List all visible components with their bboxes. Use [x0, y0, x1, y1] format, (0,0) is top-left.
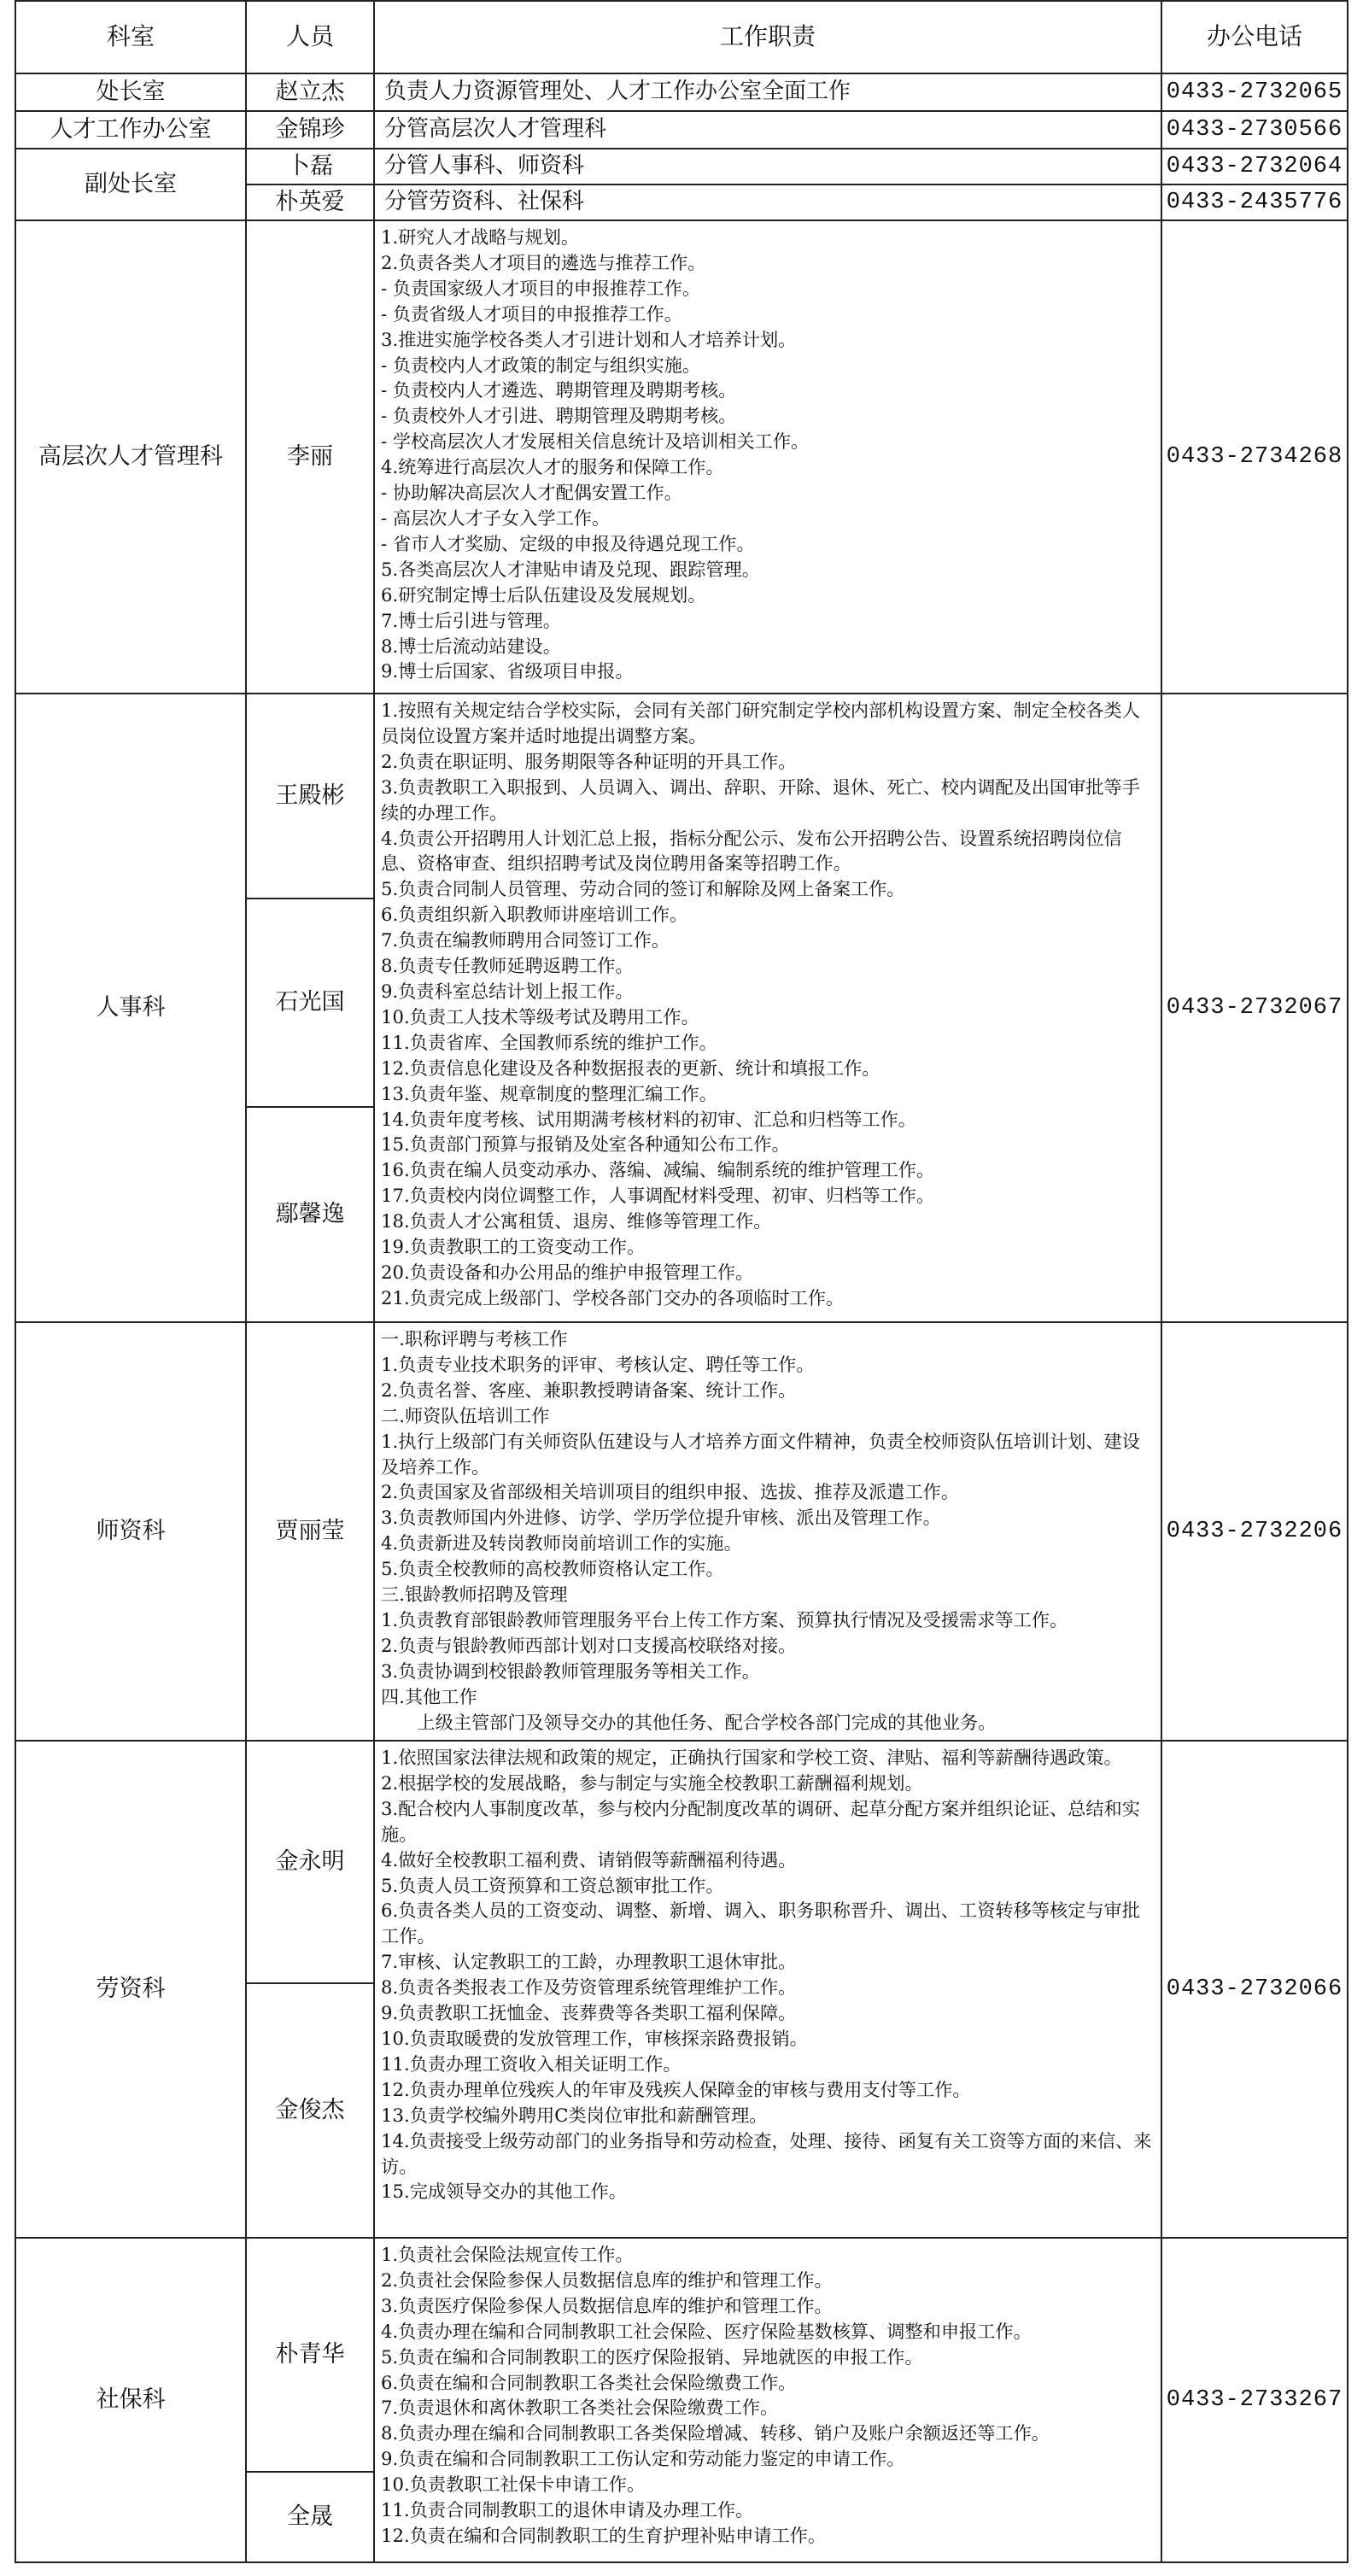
duty-line: - 学校高层次人才发展相关信息统计及培训相关工作。 — [381, 430, 810, 453]
grid-line — [15, 1740, 1348, 1742]
grid-line — [15, 1321, 1348, 1323]
duty-line: 3.负责教职工入职报到、人员调入、调出、辞职、开除、退休、死亡、校内调配及出国审批等手续的办理工作。 — [381, 776, 1140, 823]
grid-line — [1347, 0, 1348, 2562]
duty-line: 1.负责社会保险法规宣传工作。 — [381, 2244, 634, 2265]
duty-line: 2.负责名誉、客座、兼职教授聘请备案、统计工作。 — [381, 1379, 797, 1401]
duty-line: 13.负责学校编外聘用C类岗位审批和薪酬管理。 — [381, 2104, 768, 2126]
grid-line — [15, 148, 1348, 149]
duty-line: 2.负责与银龄教师西部计划对口支援高校联络对接。 — [381, 1634, 797, 1656]
phone-cell: 0433-2733267 — [1166, 2386, 1343, 2413]
person-cell: 金俊杰 — [275, 2096, 345, 2123]
duty-line: - 协助解决高层次人才配偶安置工作。 — [381, 482, 682, 504]
duty-cell: 分管高层次人才管理科 — [384, 116, 607, 143]
duty-line: 二.师资队伍培训工作 — [381, 1404, 550, 1426]
dept-cell: 劳资科 — [96, 1975, 166, 2002]
duty-line: 10.负责教职工社保卡申请工作。 — [381, 2474, 646, 2496]
dept-cell: 师资科 — [96, 1517, 166, 1544]
grid-line — [15, 110, 1348, 112]
grid-line — [245, 1982, 375, 1984]
phone-cell: 0433-2730566 — [1166, 116, 1343, 143]
grid-line — [245, 0, 247, 2562]
person-cell: 金锦珍 — [275, 115, 345, 143]
duty-line: 18.负责人才公寓租赁、退房、维修等管理工作。 — [381, 1210, 772, 1232]
person-cell: 朴青华 — [275, 2340, 345, 2368]
grid-line — [245, 184, 1348, 185]
phone-cell: 0433-2732067 — [1166, 994, 1343, 1021]
duty-line: - 负责省级人才项目的申报推荐工作。 — [381, 302, 682, 325]
duty-line: 5.负责合同制人员管理、劳动合同的签订和解除及网上备案工作。 — [381, 878, 905, 900]
duty-line: 1.负责教育部银龄教师管理服务平台上传工作方案、预算执行情况及受援需求等工作。 — [381, 1608, 1068, 1630]
phone-cell: 0433-2732066 — [1166, 1976, 1343, 2002]
duty-line: 三.银龄教师招聘及管理 — [381, 1584, 568, 1606]
duty-line: 10.负责取暖费的发放管理工作，审核探亲路费报销。 — [381, 2027, 808, 2049]
grid-line — [245, 898, 375, 899]
duty-line: 1.执行上级部门有关师资队伍建设与人才培养方面文件精神，负责全校师资队伍培训计划、建设及培养工作。 — [381, 1430, 1140, 1478]
duty-line: 4.统筹进行高层次人才的服务和保障工作。 — [381, 456, 724, 478]
duty-line: 1.依照国家法律法规和政策的规定，正确执行国家和学校工资、津贴、福利等薪酬待遇政策。 — [381, 1747, 1122, 1768]
duty-line: 4.做好全校教职工福利费、请销假等薪酬福利待遇。 — [381, 1848, 797, 1871]
person-cell: 朴英爱 — [275, 188, 345, 215]
duty-line: 11.负责合同制教职工的退休申请及办理工作。 — [381, 2499, 754, 2521]
duty-list — [374, 1745, 1161, 2204]
duty-line: 6.负责在编和合同制教职工各类社会保险缴费工作。 — [381, 2371, 797, 2393]
grid-line — [373, 0, 375, 2562]
header-dept: 科室 — [106, 22, 155, 51]
duty-line: 9.负责教职工抚恤金、丧葬费等各类职工福利保障。 — [381, 2002, 797, 2024]
duty-line: 14.负责年度考核、试用期满考核材料的初审、汇总和归档等工作。 — [381, 1108, 916, 1130]
duty-line: 3.负责协调到校银龄教师管理服务等相关工作。 — [381, 1660, 760, 1682]
duty-line: 2.负责在职证明、服务期限等各种证明的开具工作。 — [381, 750, 797, 772]
phone-cell: 0433-2734268 — [1166, 443, 1343, 470]
grid-line — [15, 693, 1348, 694]
duty-line: 7.负责退休和离休教职工各类社会保险缴费工作。 — [381, 2397, 779, 2419]
header-person: 人员 — [285, 22, 334, 51]
duty-line: 8.博士后流动站建设。 — [381, 635, 561, 657]
duty-line: 15.负责部门预算与报销及处室各种通知公布工作。 — [381, 1133, 790, 1156]
duty-line: 12.负责在编和合同制教职工的生育护理补贴申请工作。 — [381, 2524, 827, 2546]
duty-line: 2.负责各类人才项目的遴选与推荐工作。 — [381, 251, 706, 273]
duty-line: 5.各类高层次人才津贴申请及兑现、跟踪管理。 — [381, 558, 760, 580]
duty-line: 12.负责办理单位残疾人的年审及残疾人保障金的审核与费用支付等工作。 — [381, 2078, 971, 2100]
duty-line: 7.审核、认定教职工的工龄，办理教职工退休审批。 — [381, 1951, 797, 1973]
duty-line: 8.负责办理在编和合同制教职工各类保险增减、转移、销户及账户余额返还等工作。 — [381, 2422, 1050, 2444]
duty-list — [374, 225, 1161, 684]
person-cell: 金永明 — [275, 1847, 345, 1875]
duty-line: 四.其他工作 — [381, 1685, 477, 1707]
dept-cell: 人事科 — [96, 993, 166, 1021]
duty-line: 14.负责接受上级劳动部门的业务指导和劳动检查，处理、接待、函复有关工资等方面的来信、来访。 — [381, 2129, 1152, 2177]
duty-line: 1.研究人才战略与规划。 — [381, 226, 580, 248]
grid-line — [15, 73, 1348, 74]
duty-line: 6.负责各类人员的工资变动、调整、新增、调入、职务职称晋升、调出、工资转移等核定与审批工作。 — [381, 1900, 1140, 1947]
person-cell: 卜磊 — [287, 152, 333, 179]
duty-line: 11.负责办理工资收入相关证明工作。 — [381, 2052, 682, 2075]
duty-line: 一.职称评聘与考核工作 — [381, 1328, 568, 1349]
duty-line: 3.推进实施学校各类人才引进计划和人才培养计划。 — [381, 328, 797, 350]
duty-line: 8.负责专任教师延聘返聘工作。 — [381, 955, 634, 977]
duty-list — [374, 698, 1161, 1311]
duty-line: 1.按照有关规定结合学校实际，会同有关部门研究制定学校内部机构设置方案、制定全校各类人员岗位设置方案并适时地提出调整方案。 — [381, 700, 1140, 746]
phone-cell: 0433-2732065 — [1166, 79, 1343, 105]
duty-list — [374, 2242, 1161, 2549]
duty-line: 9.博士后国家、省级项目申报。 — [381, 660, 634, 682]
duty-line: - 负责校内人才政策的制定与组织实施。 — [381, 354, 701, 376]
grid-line — [15, 220, 1348, 221]
duty-line: 10.负责工人技术等级考试及聘用工作。 — [381, 1005, 699, 1027]
grid-line — [245, 2471, 375, 2473]
duty-line: 4.负责公开招聘用人计划汇总上报，指标分配公示、发布公开招聘公告、设置系统招聘岗位信息、资格审查、组织招聘考试及岗位聘用备案等招聘工作。 — [381, 827, 1122, 875]
header-duty: 工作职责 — [719, 22, 816, 51]
person-cell: 王殿彬 — [275, 782, 345, 809]
duty-cell: 分管人事科、师资科 — [384, 153, 585, 179]
duty-cell: 负责人力资源管理处、人才工作办公室全面工作 — [384, 79, 851, 105]
person-cell: 全晟 — [287, 2503, 333, 2530]
duty-line: 3.负责医疗保险参保人员数据信息库的维护和管理工作。 — [381, 2294, 833, 2316]
duty-line: 上级主管部门及领导交办的其他任务、配合学校各部门完成的其他业务。 — [381, 1711, 997, 1733]
grid-line — [15, 0, 1348, 2]
duty-line: 2.根据学校的发展战略，参与制定与实施全校教职工薪酬福利规划。 — [381, 1771, 923, 1794]
person-cell: 石光国 — [275, 988, 345, 1016]
duty-line: 19.负责教职工的工资变动工作。 — [381, 1236, 646, 1258]
dept-cell: 人才工作办公室 — [50, 115, 212, 143]
duty-line: 6.研究制定博士后队伍建设及发展规划。 — [381, 583, 706, 606]
duty-line: - 高层次人才子女入学工作。 — [381, 506, 611, 529]
person-cell: 赵立杰 — [275, 78, 345, 105]
grid-line — [15, 2561, 1348, 2563]
duty-line: 9.负责在编和合同制教职工工伤认定和劳动能力鉴定的申请工作。 — [381, 2448, 905, 2470]
person-cell: 李丽 — [287, 442, 333, 470]
duty-line: 7.负责在编教师聘用合同签订工作。 — [381, 929, 670, 951]
duty-line: 9.负责科室总结计划上报工作。 — [381, 980, 634, 1002]
duty-line: 5.负责在编和合同制教职工的医疗保险报销、异地就医的申报工作。 — [381, 2345, 923, 2368]
person-cell: 贾丽莹 — [275, 1517, 345, 1544]
duty-line: 1.负责专业技术职务的评审、考核认定、聘任等工作。 — [381, 1353, 815, 1375]
dept-cell: 社保科 — [96, 2386, 166, 2413]
duty-line: - 负责校内人才遴选、聘期管理及聘期考核。 — [381, 379, 737, 401]
duty-line: 6.负责组织新入职教师讲座培训工作。 — [381, 904, 688, 926]
duty-line: 21.负责完成上级部门、学校各部门交办的各项临时工作。 — [381, 1286, 845, 1308]
duty-line: 4.负责新进及转岗教师岗前培训工作的实施。 — [381, 1532, 742, 1554]
duty-line: - 负责校外人才引进、聘期管理及聘期考核。 — [381, 405, 737, 427]
duty-line: 3.负责教师国内外进修、访学、学历学位提升审核、派出及管理工作。 — [381, 1507, 941, 1529]
duty-line: 17.负责校内岗位调整工作，人事调配材料受理、初审、归档等工作。 — [381, 1185, 935, 1207]
phone-cell: 0433-2732064 — [1166, 153, 1343, 179]
duty-line: 16.负责在编人员变动承办、落编、减编、编制系统的维护管理工作。 — [381, 1159, 935, 1181]
grid-line — [15, 0, 16, 2562]
duty-line: 11.负责省库、全国教师系统的维护工作。 — [381, 1031, 717, 1053]
duty-list — [374, 1326, 1161, 1736]
duty-line: 2.负责社会保险参保人员数据信息库的维护和管理工作。 — [381, 2269, 833, 2291]
duty-line: 2.负责国家及省部级相关培训项目的组织申报、选拔、推荐及派遣工作。 — [381, 1481, 960, 1503]
duty-line: 4.负责办理在编和合同制教职工社会保险、医疗保险基数核算、调整和申报工作。 — [381, 2320, 1032, 2342]
duty-line: 7.博士后引进与管理。 — [381, 609, 561, 631]
duty-line: 13.负责年鉴、规章制度的整理汇编工作。 — [381, 1082, 717, 1104]
phone-cell: 0433-2732206 — [1166, 1518, 1343, 1544]
duty-cell: 分管劳资科、社保科 — [384, 189, 585, 215]
phone-cell: 0433-2435776 — [1166, 189, 1343, 215]
dept-cell: 处长室 — [96, 78, 166, 105]
dept-cell: 副处长室 — [85, 170, 177, 197]
grid-line — [15, 2237, 1348, 2239]
duty-line: 5.负责全校教师的高校教师资格认定工作。 — [381, 1558, 724, 1580]
duty-line: 15.完成领导交办的其他工作。 — [381, 2181, 627, 2203]
dept-cell: 高层次人才管理科 — [38, 442, 223, 470]
duty-line: 3.配合校内人事制度改革，参与校内分配制度改革的调研、起草分配方案并组织论证、总结和实施。 — [381, 1797, 1140, 1845]
duty-line: 20.负责设备和办公用品的维护申报管理工作。 — [381, 1261, 754, 1283]
person-cell: 鄢馨逸 — [275, 1200, 345, 1227]
duty-line: 8.负责各类报表工作及劳资管理系统管理维护工作。 — [381, 1976, 797, 1999]
duty-line: 5.负责人员工资预算和工资总额审批工作。 — [381, 1874, 724, 1896]
duty-line: 12.负责信息化建设及各种数据报表的更新、统计和填报工作。 — [381, 1057, 880, 1079]
duty-line: - 省市人才奖励、定级的申报及待遇兑现工作。 — [381, 532, 755, 554]
grid-line — [245, 1106, 375, 1108]
grid-line — [1161, 0, 1162, 2562]
duty-line: - 负责国家级人才项目的申报推荐工作。 — [381, 277, 701, 299]
header-phone: 办公电话 — [1206, 22, 1302, 51]
